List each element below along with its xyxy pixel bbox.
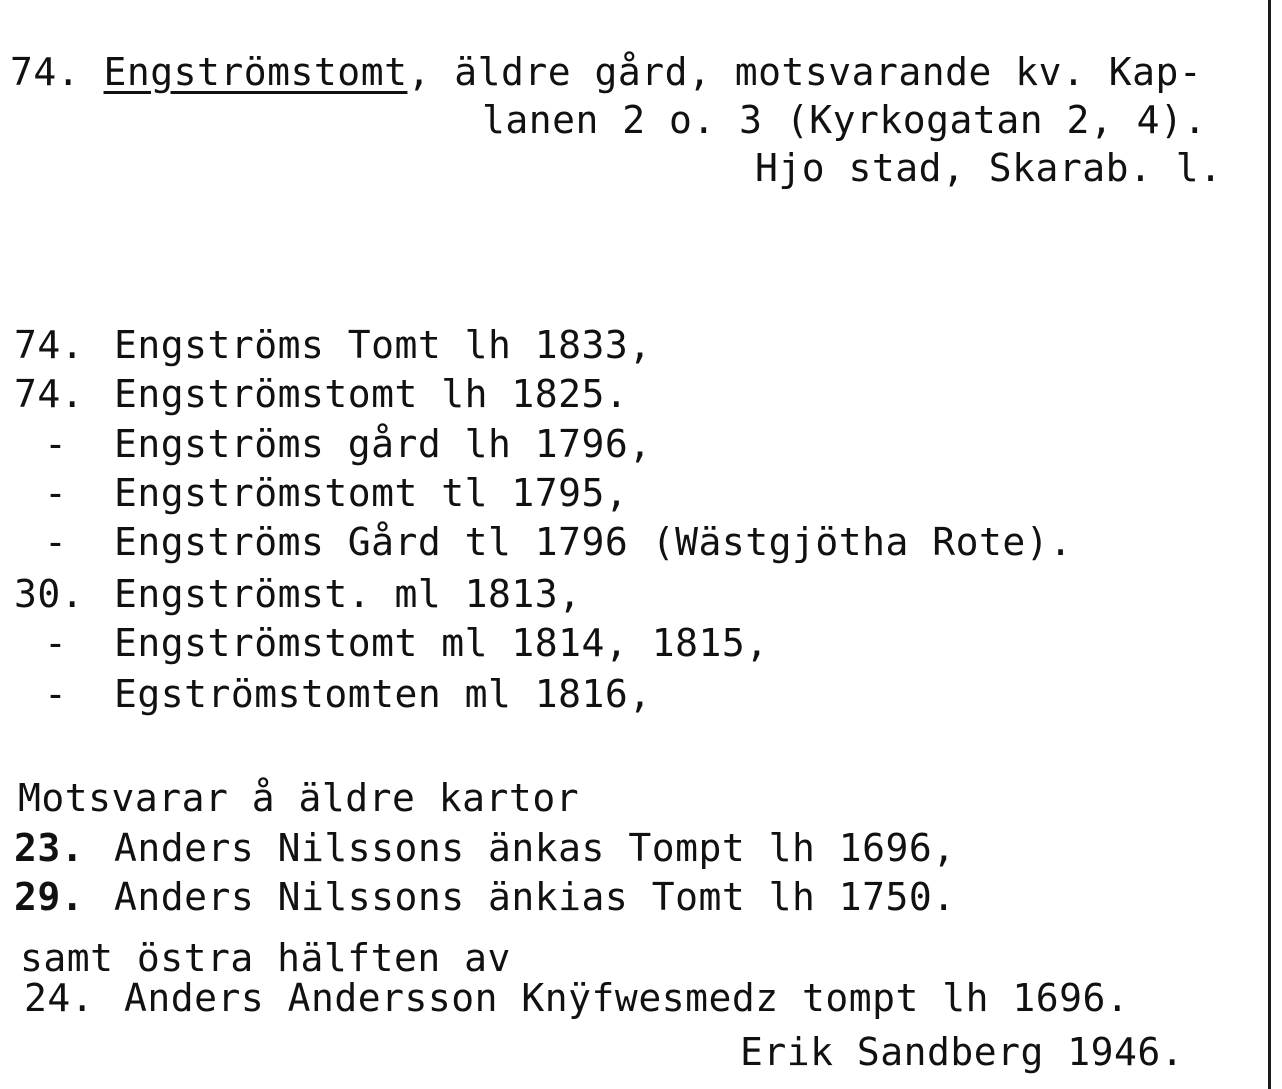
header-line-3: Hjo stad, Skarab. l. [755, 146, 1223, 190]
entry-row [14, 572, 582, 616]
entry-marker: 74. [14, 372, 85, 416]
card-edge [1268, 0, 1271, 1089]
entry-text: Engströms Gård tl 1796 (Wästgjötha Rote). [114, 520, 1073, 564]
final-marker: 24. [24, 976, 95, 1020]
entry-text: Engströmst. ml 1813, [114, 572, 582, 616]
entry-marker: - [44, 672, 68, 716]
entry-row [14, 422, 652, 466]
entry-row [14, 372, 628, 416]
older-map-text: Anders Nilssons änkias Tomt lh 1750. [114, 875, 956, 919]
entry-row [14, 672, 652, 716]
entry-row [14, 471, 628, 515]
final-row [24, 976, 1129, 1020]
entry-marker: 74. [14, 323, 85, 367]
older-maps-heading: Motsvarar å äldre kartor [18, 776, 580, 820]
entry-marker: - [44, 422, 68, 466]
final-text: Anders Andersson Knÿfwesmedz tompt lh 1696. [124, 976, 1130, 1020]
signature: Erik Sandberg 1946. [740, 1030, 1185, 1074]
entry-row [14, 520, 1073, 564]
header-line-1-rest: , äldre gård, motsvarande kv. Kap- [407, 50, 1203, 94]
entry-text: Engströms Tomt lh 1833, [114, 323, 652, 367]
entry-row [14, 323, 652, 367]
older-map-marker: 23. [14, 826, 85, 870]
entry-marker: 30. [14, 572, 85, 616]
header-number: 74. [10, 50, 81, 94]
entry-marker: - [44, 471, 68, 515]
header-title: Engströmstomt [103, 50, 408, 94]
older-map-row [14, 826, 956, 870]
entry-marker: - [44, 621, 68, 665]
entry-row [14, 621, 769, 665]
entry-text: Engströmstomt ml 1814, 1815, [114, 621, 769, 665]
header-line-1 [10, 50, 1202, 94]
entry-text: Engströmstomt tl 1795, [114, 471, 629, 515]
entry-text: Egströmstomten ml 1816, [114, 672, 652, 716]
older-map-text: Anders Nilssons änkas Tompt lh 1696, [114, 826, 956, 870]
header-line-2: lanen 2 o. 3 (Kyrkogatan 2, 4). [482, 98, 1207, 142]
entry-marker: - [44, 520, 68, 564]
older-map-row [14, 875, 956, 919]
entry-text: Engströms gård lh 1796, [114, 422, 652, 466]
entry-text: Engströmstomt lh 1825. [114, 372, 629, 416]
older-map-marker: 29. [14, 875, 85, 919]
also-line: samt östra hälften av [20, 936, 511, 980]
